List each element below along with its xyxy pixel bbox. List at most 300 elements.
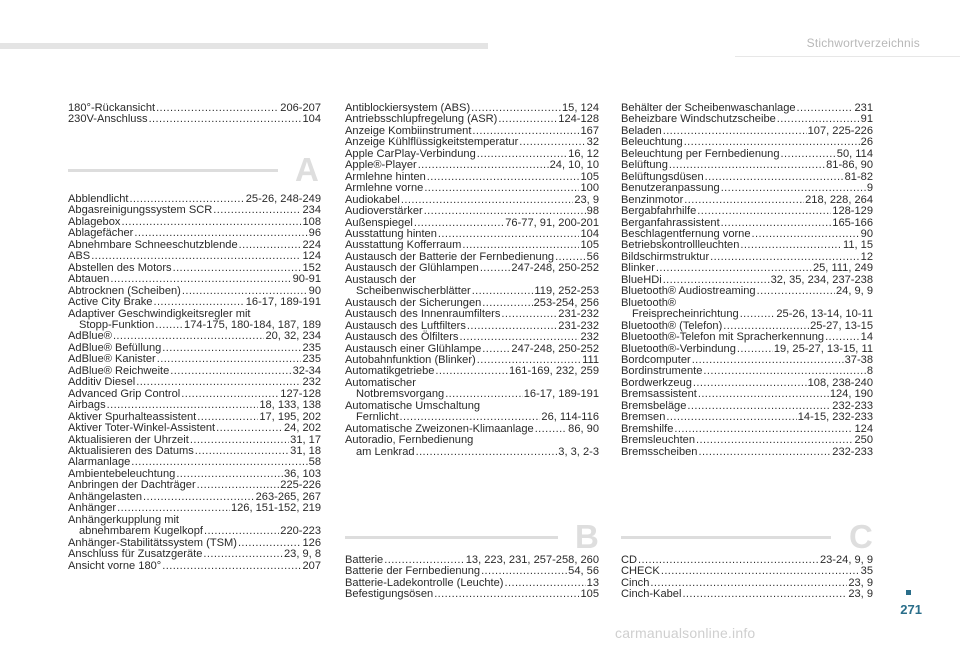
leader-dots (682, 589, 847, 600)
index-term: Active City Brake (68, 296, 153, 309)
index-pages: 14 (860, 331, 873, 344)
leader-dots (825, 332, 860, 343)
index-term: Bremsscheiben (621, 445, 698, 458)
index-pages: 107, 225-226 (807, 124, 873, 137)
index-term: Betriebskontrollleuchten (621, 239, 740, 252)
index-term: Austausch der Sicherungen (345, 296, 482, 309)
index-entry (345, 447, 599, 458)
index-pages: 90 (308, 284, 321, 297)
page-title: Stichwortverzeichnis (806, 36, 920, 50)
index-pages: 23, 9 (848, 576, 873, 589)
leader-dots (666, 412, 796, 423)
index-entry-heading: Austausch der (345, 273, 416, 286)
index-term: Audiokabel (345, 193, 400, 206)
leader-dots (162, 343, 301, 354)
index-term: Bremsen (621, 411, 666, 424)
index-pages: 16-17, 189-191 (245, 296, 321, 309)
index-pages: 119, 252-253 (534, 285, 599, 298)
section-letter-a: A (295, 151, 319, 188)
index-term: Austausch des Ölfilters (345, 331, 459, 344)
index-term: am Lenkrad (356, 445, 415, 458)
index-entry (68, 423, 321, 434)
index-pages: 231-232 (558, 319, 599, 332)
leader-dots (162, 561, 301, 572)
index-term: Bremsbeläge (621, 399, 687, 412)
index-term: AdBlue® (68, 330, 112, 343)
index-term: Außenspiegel (345, 216, 413, 229)
index-term: Scheibenwischerblätter (356, 285, 471, 298)
index-entry (621, 183, 873, 194)
leader-dots (740, 309, 776, 320)
leader-dots (459, 332, 579, 343)
index-term: Benutzeranpassung (621, 182, 720, 195)
index-term: Autobahnfunktion (Blinker) (345, 353, 476, 366)
index-entry (621, 206, 873, 217)
index-term: Austausch einer Glühlampe (345, 342, 482, 355)
index-term: Abtrocknen (Scheiben) (68, 284, 181, 297)
index-term: Bluetooth® (Telefon) (621, 319, 723, 332)
leader-dots (107, 400, 259, 411)
index-pages: 50, 114 (836, 147, 873, 160)
index-term: Batterie (345, 554, 384, 566)
index-term: Advanced Grip Control (68, 387, 181, 400)
index-entry (345, 589, 599, 600)
leader-dots (216, 423, 283, 434)
index-pages: 25, 111, 249 (812, 262, 873, 275)
index-pages: 126, 151-152, 219 (230, 502, 321, 515)
leader-dots (157, 354, 302, 365)
index-term: Abgasreinigungssystem SCR (68, 204, 213, 217)
page-number: 271 (900, 602, 922, 617)
leader-dots (416, 447, 558, 458)
index-pages: 124 (302, 250, 321, 263)
index-pages: 54, 56 (568, 565, 599, 578)
index-term: Abnehmbare Schneeschutzblende (68, 238, 238, 251)
index-term: Fernlicht (356, 411, 399, 424)
index-term: Additiv Diesel (68, 376, 136, 389)
index-term: CD (621, 554, 638, 566)
index-term: Anzeige Kühlflüssigkeitstemperatur (345, 136, 519, 149)
index-term: Armlehne hinten (345, 170, 426, 183)
index-term: Aktualisieren des Datums (68, 444, 194, 457)
index-pages: 247-248, 250-252 (511, 262, 599, 275)
leader-dots (467, 321, 557, 332)
index-pages: 231 (854, 102, 873, 114)
index-term: Beheizbare Windschutzscheibe (621, 113, 776, 126)
leader-dots (698, 389, 829, 400)
index-term: Bremshilfe (621, 422, 674, 435)
index-term: Anschluss für Zusatzgeräte (68, 548, 203, 561)
index-entry (68, 526, 321, 537)
index-term: 180°-Rückansicht (68, 102, 156, 114)
index-term: Freisprecheinrichtung (632, 308, 739, 321)
leader-dots (110, 274, 291, 285)
leader-dots (740, 240, 842, 251)
header-bar (0, 43, 488, 49)
index-entry (345, 332, 599, 343)
index-pages: 24, 10, 10 (549, 159, 599, 172)
index-pages: 36, 103 (283, 467, 321, 480)
index-pages: 37-38 (844, 353, 873, 366)
index-pages: 232-233 (832, 445, 873, 458)
index-pages: 15, 124 (561, 102, 599, 114)
index-term: AdBlue® Reichweite (68, 364, 170, 377)
index-entry (68, 561, 321, 572)
index-term: Anhängelasten (68, 490, 143, 503)
index-term: AdBlue® Kanister (68, 353, 156, 366)
index-pages: 224 (302, 238, 321, 251)
section-line (621, 536, 831, 539)
index-entry (68, 251, 321, 262)
index-pages: 206-207 (280, 102, 321, 114)
index-term: Benzinmotor (621, 193, 684, 206)
index-pages: 8 (866, 365, 873, 378)
index-pages: 56 (586, 250, 599, 263)
header-rule (735, 56, 960, 57)
index-term: Anzeige Kombiinstrument (345, 124, 472, 137)
index-term: Anhänger-Stabilitätssystem (TSM) (68, 536, 237, 549)
page-marker (906, 590, 911, 595)
index-pages: 105 (580, 170, 599, 183)
index-pages: 24, 9, 9 (835, 285, 873, 298)
index-entry (621, 412, 873, 423)
index-term: Bordinstrumente (621, 365, 703, 378)
index-term: Anhänger (68, 502, 117, 515)
section-line (68, 169, 278, 172)
leader-dots (472, 286, 534, 297)
index-pages: 18, 133, 138 (259, 399, 321, 412)
index-term: abnehmbarem Kugelkopf (79, 525, 203, 538)
index-term: Bordwerkzeug (621, 376, 692, 389)
index-pages: 25-26, 13-14, 10-11 (776, 308, 873, 321)
index-pages: 218, 228, 264 (805, 193, 873, 206)
index-entry (68, 114, 321, 125)
index-term: Anbringen der Dachträger (68, 479, 196, 492)
leader-dots (213, 205, 301, 216)
leader-dots (204, 526, 279, 537)
leader-dots (427, 172, 580, 183)
leader-dots (173, 263, 302, 274)
leader-dots (121, 217, 301, 228)
index-pages: 126 (302, 536, 321, 549)
index-pages: 16-17, 189-191 (523, 388, 599, 401)
index-term: Batterie-Ladekontrolle (Leuchte) (345, 576, 504, 589)
index-pages: 152 (302, 261, 321, 274)
index-pages: 81-86, 90 (826, 159, 873, 172)
leader-dots (424, 183, 579, 194)
index-entry-heading: Automatischer (345, 376, 416, 389)
index-term: Abstellen des Motors (68, 261, 172, 274)
index-pages: 32 (586, 136, 599, 149)
index-entry (345, 183, 599, 194)
index-pages: 253-254, 256 (533, 296, 599, 309)
index-pages: 32, 35, 234, 237-238 (770, 273, 873, 286)
index-term: Ausstattung hinten (345, 227, 437, 240)
index-pages: 16, 12 (568, 147, 599, 160)
index-entry (345, 160, 599, 171)
index-term: Beleuchtung per Fernbedienung (621, 147, 780, 160)
index-entry-heading: Adaptiver Geschwindigkeitsregler mit (68, 307, 251, 320)
index-term: BlueHDi (621, 273, 662, 286)
leader-dots (505, 578, 586, 589)
index-term: Antriebsschlupfregelung (ASR) (345, 113, 498, 126)
index-pages: 20, 32, 234 (265, 330, 321, 343)
index-pages: 108, 238-240 (807, 376, 873, 389)
index-pages: 31, 17 (290, 433, 321, 446)
index-term: Befestigungsösen (345, 588, 434, 601)
index-pages: 12 (860, 250, 873, 263)
index-pages: 232 (302, 376, 321, 389)
index-term: Notbremsvorgang (356, 388, 445, 401)
index-column-2-b (345, 555, 599, 601)
leader-dots (661, 566, 860, 577)
leader-dots (535, 424, 567, 435)
index-term: Alarmanlage (68, 456, 131, 469)
section-divider-c (621, 518, 873, 555)
index-pages: 25-26, 248-249 (245, 193, 321, 205)
index-term: Austausch der Glühlampen (345, 262, 479, 275)
index-pages: 108 (302, 215, 321, 228)
leader-dots (692, 355, 844, 366)
index-term: Beschlagentfernung vorne (621, 227, 751, 240)
index-term: Automatikgetriebe (345, 365, 435, 378)
leader-dots (91, 251, 301, 262)
index-entry (68, 549, 321, 560)
index-pages: 13 (586, 576, 599, 589)
index-pages: 90-91 (292, 273, 321, 286)
leader-dots (674, 424, 853, 435)
index-term: Aktiver Spurhalteassistent (68, 410, 197, 423)
index-term: Blinker (621, 262, 655, 275)
index-term: Beleuchtung (621, 136, 683, 149)
index-pages: 17, 195, 202 (259, 410, 321, 423)
section-letter-b: B (575, 518, 599, 555)
index-pages: 98 (586, 205, 599, 218)
index-entry (621, 332, 873, 343)
index-term: Belüftung (621, 159, 668, 172)
index-pages: 32-34 (292, 364, 321, 377)
leader-dots (155, 320, 183, 331)
index-pages: 234 (302, 204, 321, 217)
index-pages: 23, 9 (574, 193, 599, 206)
index-pages: 263-265, 267 (255, 490, 321, 503)
leader-dots (156, 103, 279, 114)
index-pages: 90 (860, 227, 873, 240)
leader-dots (170, 366, 291, 377)
index-pages: 232-233 (832, 399, 873, 412)
watermark: carmanualsonline.info (615, 625, 756, 641)
leader-dots (153, 297, 244, 308)
index-entry (68, 503, 321, 514)
index-term: Belüftungsdüsen (621, 170, 704, 183)
index-pages: 124-128 (558, 113, 599, 126)
index-entry (345, 206, 599, 217)
index-pages: 91 (860, 113, 873, 126)
index-pages: 104 (580, 227, 599, 240)
index-term: AdBlue® Befüllung (68, 341, 162, 354)
index-term: Airbags (68, 399, 106, 412)
index-term: Armlehne vorne (345, 182, 424, 195)
index-term: Apple®-Player (345, 159, 417, 172)
index-term: Stopp-Funktion (79, 318, 155, 331)
index-pages: 128-129 (832, 205, 873, 218)
index-pages: 31, 18 (290, 444, 321, 457)
index-pages: 220-223 (280, 525, 321, 538)
leader-dots (797, 103, 854, 114)
index-term: Bluetooth®-Telefon mit Spracherkennung (621, 331, 825, 344)
leader-dots (698, 447, 831, 458)
section-line (345, 536, 558, 539)
index-pages: 14-15, 232-233 (797, 411, 873, 424)
index-term: Ablagefächer (68, 227, 134, 240)
leader-dots (638, 555, 819, 566)
leader-dots (482, 344, 510, 355)
index-pages: 207 (302, 559, 321, 572)
index-column-3-c (621, 555, 873, 601)
index-term: Ausstattung Kofferraum (345, 239, 462, 252)
index-pages: 19, 25-27, 13-15, 11 (773, 342, 873, 355)
index-pages: 23-24, 9, 9 (819, 554, 873, 566)
index-pages: 13, 223, 231, 257-258, 260 (465, 554, 599, 566)
index-term: Bluetooth® Audiostreaming (621, 285, 756, 298)
leader-dots (435, 366, 508, 377)
index-term: Austausch der Batterie der Fernbedienung (345, 250, 555, 263)
section-divider-b (345, 518, 599, 555)
index-pages: 26, 114-116 (541, 411, 599, 424)
leader-dots (696, 435, 853, 446)
leader-dots (424, 206, 586, 217)
index-entry-heading: Anhängerkupplung mit (68, 513, 180, 526)
index-entry-heading: Autoradio, Fernbedienung (345, 434, 474, 447)
leader-dots (418, 160, 549, 171)
index-pages: 3, 3, 2-3 (558, 445, 599, 458)
index-term: Behälter der Scheibenwaschanlage (621, 102, 796, 114)
index-term: CHECK (621, 565, 660, 578)
index-pages: 235 (302, 341, 321, 354)
index-pages: 111 (582, 353, 599, 366)
leader-dots (434, 589, 579, 600)
index-term: Automatische Zweizonen-Klimaanlage (345, 422, 534, 435)
leader-dots (401, 195, 573, 206)
index-entry (68, 400, 321, 411)
index-term: 230V-Anschluss (68, 113, 148, 126)
index-term: Austausch des Innenraumfilters (345, 308, 501, 321)
index-term: Ansicht vorne 180° (68, 559, 162, 572)
leader-dots (684, 195, 804, 206)
index-term: Apple CarPlay-Verbindung (345, 147, 476, 160)
leader-dots (669, 160, 825, 171)
index-term: Antiblockiersystem (ABS) (345, 102, 471, 114)
index-term: Austausch des Luftfilters (345, 319, 466, 332)
index-entry (621, 566, 873, 577)
index-entry (345, 309, 599, 320)
index-pages: 11, 15 (842, 239, 873, 252)
leader-dots (480, 263, 511, 274)
index-entry (621, 286, 873, 297)
leader-dots (149, 114, 302, 125)
index-pages: 100 (580, 182, 599, 195)
leader-dots (136, 377, 301, 388)
index-term: Abblendlicht (68, 193, 129, 205)
index-term: Beladen (621, 124, 662, 137)
index-pages: 25-27, 13-15 (810, 319, 873, 332)
index-pages: 23, 9, 8 (283, 548, 321, 561)
index-pages: 58 (308, 456, 321, 469)
leader-dots (400, 412, 541, 423)
leader-dots (498, 114, 557, 125)
index-term: Batterie der Fernbedienung (345, 565, 481, 578)
index-pages: 105 (580, 588, 599, 601)
index-pages: 225-226 (280, 479, 321, 492)
index-entry (621, 589, 873, 600)
index-pages: 86, 90 (568, 422, 599, 435)
index-pages: 96 (308, 227, 321, 240)
leader-dots (501, 309, 557, 320)
index-pages: 127-128 (280, 387, 321, 400)
leader-dots (737, 344, 773, 355)
index-entry-heading: Bluetooth® (621, 296, 677, 309)
index-term: Abtauen (68, 273, 110, 286)
index-pages: 235 (302, 353, 321, 366)
index-entry (68, 240, 321, 251)
index-term: Aktiver Toter-Winkel-Assistent (68, 422, 216, 435)
leader-dots (195, 446, 289, 457)
index-pages: 35 (860, 565, 873, 578)
index-column-1 (68, 194, 321, 572)
index-column-2 (345, 103, 599, 458)
header (0, 0, 960, 50)
index-pages: 23, 9 (848, 588, 873, 601)
index-pages: 105 (580, 239, 599, 252)
index-term: Bremsleuchten (621, 434, 695, 447)
index-pages: 24, 202 (283, 422, 321, 435)
index-term: ABS (68, 250, 91, 263)
index-term: Audioverstärker (345, 205, 423, 218)
leader-dots (697, 206, 831, 217)
leader-dots (117, 503, 230, 514)
index-entry (68, 377, 321, 388)
section-letter-c: C (849, 518, 873, 555)
index-pages: 167 (580, 124, 599, 137)
leader-dots (693, 378, 807, 389)
leader-dots (705, 172, 844, 183)
index-term: Bordcomputer (621, 353, 691, 366)
section-divider-a (68, 151, 321, 188)
index-term: Cinch-Kabel (621, 588, 682, 601)
index-pages: 174-175, 180-184, 187, 189 (184, 318, 321, 331)
index-entry (621, 160, 873, 171)
index-term: Aktualisieren der Uhrzeit (68, 433, 189, 446)
index-pages: 9 (866, 182, 873, 195)
index-term: Ablagebox (68, 215, 121, 228)
index-term: Cinch (621, 576, 650, 589)
index-pages: 161-169, 232, 259 (508, 365, 599, 378)
index-pages: 250 (854, 434, 873, 447)
index-entry (68, 274, 321, 285)
leader-dots (239, 240, 302, 251)
index-entry (68, 297, 321, 308)
index-term: Bergabfahrhilfe (621, 205, 697, 218)
index-pages: 165-166 (832, 216, 873, 229)
index-pages: 81-82 (844, 170, 873, 183)
index-column-1-top (68, 103, 321, 126)
index-pages: 124, 190 (829, 388, 873, 401)
leader-dots (190, 435, 289, 446)
index-term: Berganfahrassistent (621, 216, 720, 229)
index-term: Bildschirmstruktur (621, 250, 710, 263)
index-term: Ambientebeleuchtung (68, 467, 176, 480)
index-term: Bluetooth®-Verbindung (621, 342, 736, 355)
